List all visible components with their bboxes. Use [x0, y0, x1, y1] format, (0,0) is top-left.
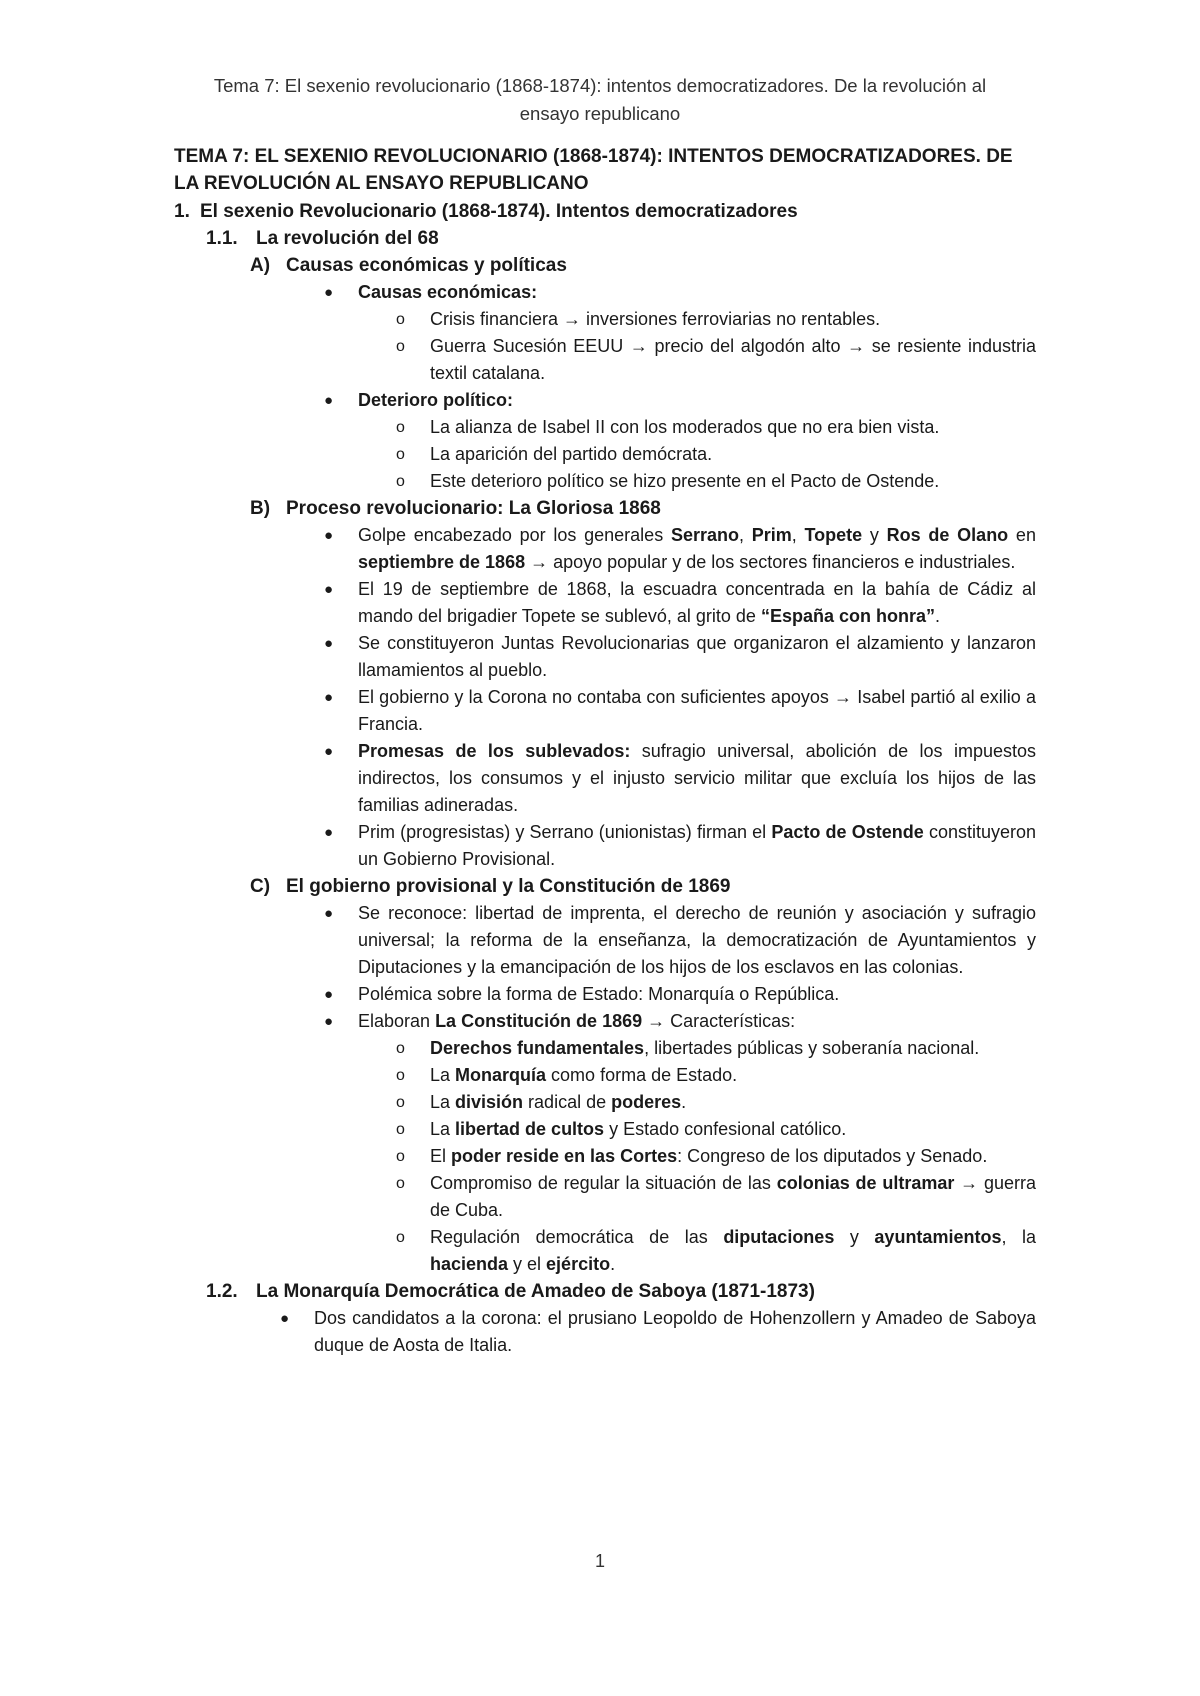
bold-text: La Constitución de 1869: [435, 1011, 643, 1031]
bullet-item: [322, 630, 1036, 684]
text-run: y Estado confesional católico.: [604, 1119, 847, 1139]
text-run: como forma de Estado.: [546, 1065, 738, 1085]
text-run: ,: [738, 525, 752, 545]
sub-bullet-item: [396, 441, 1036, 468]
text-run: La: [430, 1119, 456, 1139]
bullet-icon: ●: [324, 689, 334, 706]
section-heading-1: [174, 198, 1036, 225]
bullet-icon: ●: [324, 392, 334, 409]
bold-text: ejército: [546, 1254, 611, 1274]
sub-bullet-text: [430, 1116, 1036, 1143]
sub-bullet-item: [396, 1170, 1036, 1224]
bullet-text: Se constituyeron Juntas Revolucionarias que organizaron el alzamiento y lanzaron llamamientos al pueblo.: [358, 633, 1036, 680]
sub-bullet-item: [396, 468, 1036, 495]
bold-text: Pacto de Ostende: [771, 822, 924, 842]
text-run: El 19 de septiembre de 1868, la escuadra concentrada en la bahía de Cádiz al mando del brigadier Topete se sublevó, al grito de: [358, 579, 1036, 626]
bullet-item: [278, 1305, 1036, 1359]
sub-bullet-item: [396, 1224, 1036, 1278]
bold-text: colonias de ultramar: [776, 1173, 955, 1193]
heading-letter: B): [250, 498, 271, 519]
text-run: , la: [1001, 1227, 1037, 1247]
running-header: [160, 72, 1040, 128]
bold-text: Ros de Olano: [886, 525, 1009, 545]
subsection-heading-1-1: [206, 225, 1036, 252]
section-number: 1.: [174, 201, 190, 222]
bold-text: poderes: [611, 1092, 682, 1112]
subsection-number: 1.2.: [206, 1281, 238, 1302]
bold-text: hacienda: [430, 1254, 509, 1274]
bold-text: Monarquía: [455, 1065, 547, 1085]
text-run: ,: [791, 525, 805, 545]
bold-text: Promesas de los sublevados:: [358, 741, 631, 761]
text-run: y el: [508, 1254, 547, 1274]
text-run: La: [430, 1092, 456, 1112]
bold-text: división: [455, 1092, 524, 1112]
text-run: → apoyo popular y de los sectores financieros e industriales.: [525, 552, 1016, 572]
sub-bullet-text: Crisis financiera → inversiones ferroviarias no rentables.: [430, 309, 881, 329]
bold-text: Prim: [751, 525, 792, 545]
sub-bullet-text: Guerra Sucesión EEUU → precio del algodón alto → se resiente industria textil catalana.: [430, 336, 1036, 383]
bullet-item: [322, 387, 1036, 414]
circle-bullet-icon: o: [396, 311, 405, 328]
bullet-text: Dos candidatos a la corona: el prusiano Leopoldo de Hohenzollern y Amadeo de Saboya duque de Aosta de Italia.: [314, 1308, 1036, 1355]
sub-bullet-item: [396, 414, 1036, 441]
bullet-text: Deterioro político:: [358, 390, 514, 410]
text-run: constituyeron un Gobierno Provisional.: [358, 822, 1037, 869]
sub-bullet-item: [396, 1089, 1036, 1116]
text-run: .: [681, 1092, 687, 1112]
sub-bullet-item: [396, 1062, 1036, 1089]
sub-bullet-text: [430, 1089, 1036, 1116]
bullet-text: [358, 738, 1036, 819]
bullet-text: Se reconoce: libertad de imprenta, el derecho de reunión y asociación y sufragio universal; la reforma de la enseñanza, la democratización de Ayuntamientos y Diputaciones y la emancipación de los hijos de los esclavos en las colonias.: [358, 903, 1036, 977]
circle-bullet-icon: o: [396, 419, 405, 436]
circle-bullet-icon: o: [396, 446, 405, 463]
sub-bullet-text: Este deterioro político se hizo presente en el Pacto de Ostende.: [430, 471, 940, 491]
section-title: El sexenio Revolucionario (1868-1874). Intentos democratizadores: [200, 201, 798, 222]
circle-bullet-icon: o: [396, 473, 405, 490]
sub-bullet-item: [396, 1143, 1036, 1170]
bullet-text: [358, 1008, 1036, 1035]
text-run: Compromiso de regular la situación de las: [430, 1173, 777, 1193]
text-run: y: [834, 1227, 875, 1247]
subsection-heading-1-2: [206, 1278, 1036, 1305]
text-run: : Congreso de los diputados y Senado.: [677, 1146, 988, 1166]
bold-text: Serrano: [670, 525, 739, 545]
bullet-icon: ●: [324, 527, 334, 544]
bullet-icon: ●: [324, 284, 334, 301]
bullet-icon: ●: [324, 581, 334, 598]
bullet-icon: ●: [280, 1310, 290, 1327]
sub-bullet-item: [396, 333, 1036, 387]
circle-bullet-icon: o: [396, 1121, 405, 1138]
text-run: .: [934, 606, 940, 626]
bullet-icon: ●: [324, 905, 334, 922]
bullet-item: [322, 981, 1036, 1008]
bullet-item: [322, 576, 1036, 630]
text-run: Golpe encabezado por los generales: [358, 525, 671, 545]
heading-a: [250, 252, 1036, 279]
bold-text: poder reside en las Cortes: [451, 1146, 678, 1166]
heading-c: [250, 873, 1036, 900]
text-run: en: [1008, 525, 1036, 545]
circle-bullet-icon: o: [396, 1148, 405, 1165]
text-run: Regulación democrática de las: [430, 1227, 724, 1247]
bold-text: ayuntamientos: [874, 1227, 1002, 1247]
bold-text: Topete: [804, 525, 863, 545]
heading-letter: C): [250, 876, 271, 897]
sub-bullet-item: [396, 1035, 1036, 1062]
bullet-item: [322, 684, 1036, 738]
text-run: y: [862, 525, 887, 545]
bullet-text: Polémica sobre la forma de Estado: Monarquía o República.: [358, 984, 840, 1004]
heading-letter: A): [250, 255, 271, 276]
heading-title: El gobierno provisional y la Constitución de 1869: [286, 876, 731, 897]
circle-bullet-icon: o: [396, 1094, 405, 1111]
bold-text: “España con honra”: [760, 606, 935, 626]
sub-bullet-text: [430, 1143, 1036, 1170]
bullet-item: [322, 279, 1036, 306]
bullet-text: [358, 819, 1036, 873]
bold-text: diputaciones: [723, 1227, 835, 1247]
bullet-text: [358, 522, 1036, 576]
sub-bullet-text: [430, 1035, 1036, 1062]
bullet-text: Causas económicas:: [358, 282, 538, 302]
bold-text: libertad de cultos: [455, 1119, 605, 1139]
bullet-icon: ●: [324, 824, 334, 841]
text-run: El: [430, 1146, 452, 1166]
header-line-1: Tema 7: El sexenio revolucionario (1868-1874): intentos democratizadores. De la revolución al: [213, 75, 987, 96]
heading-title: Proceso revolucionario: La Gloriosa 1868: [286, 498, 661, 519]
bullet-item: [322, 522, 1036, 576]
sub-bullet-text: [430, 1062, 1036, 1089]
bullet-text: [358, 576, 1036, 630]
page-number: 1: [594, 1551, 605, 1571]
sub-bullet-item: [396, 1116, 1036, 1143]
bullet-icon: ●: [324, 635, 334, 652]
text-run: → Características:: [642, 1011, 796, 1031]
sub-bullet-item: [396, 306, 1036, 333]
circle-bullet-icon: o: [396, 1067, 405, 1084]
circle-bullet-icon: o: [396, 1040, 405, 1057]
text-run: Prim (progresistas) y Serrano (unionistas) firman el: [358, 822, 772, 842]
sub-bullet-text: [430, 1224, 1036, 1278]
text-run: La: [430, 1065, 456, 1085]
bullet-icon: ●: [324, 743, 334, 760]
text-run: → guerra de Cuba.: [430, 1173, 1036, 1220]
document-body: [174, 143, 1036, 1359]
bullet-item: [322, 738, 1036, 819]
subsection-number: 1.1.: [206, 228, 238, 249]
bullet-item: [322, 819, 1036, 873]
text-run: Elaboran: [358, 1011, 436, 1031]
sub-bullet-text: [430, 1170, 1036, 1224]
sub-bullet-text: La alianza de Isabel II con los moderados que no era bien vista.: [430, 417, 940, 437]
header-line-2: ensayo republicano: [519, 103, 681, 124]
text-run: radical de: [523, 1092, 612, 1112]
bullet-item: [322, 1008, 1036, 1035]
bullet-icon: ●: [324, 1013, 334, 1030]
bold-text: septiembre de 1868: [358, 552, 526, 572]
bullet-text: El gobierno y la Corona no contaba con suficientes apoyos → Isabel partió al exilio a Francia.: [358, 687, 1036, 734]
heading-title: Causas económicas y políticas: [286, 255, 567, 276]
bold-text: Derechos fundamentales: [430, 1038, 645, 1058]
bullet-icon: ●: [324, 986, 334, 1003]
circle-bullet-icon: o: [396, 1229, 405, 1246]
text-run: .: [610, 1254, 616, 1274]
document-title: TEMA 7: EL SEXENIO REVOLUCIONARIO (1868-1874): INTENTOS DEMOCRATIZADORES. DE LA REVOLUCIÓN AL ENSAYO REPUBLICANO: [174, 146, 1013, 194]
subsection-title: La Monarquía Democrática de Amadeo de Saboya (1871-1873): [256, 1281, 815, 1302]
circle-bullet-icon: o: [396, 338, 405, 355]
heading-b: [250, 495, 1036, 522]
subsection-title: La revolución del 68: [256, 228, 439, 249]
text-run: , libertades públicas y soberanía nacional.: [644, 1038, 980, 1058]
sub-bullet-text: La aparición del partido demócrata.: [430, 444, 713, 464]
circle-bullet-icon: o: [396, 1175, 405, 1192]
text-run: sufragio universal, abolición de los impuestos indirectos, los consumos y el injusto servicio militar que excluía los hijos de las familias adineradas.: [358, 741, 1036, 815]
bullet-item: [322, 900, 1036, 981]
